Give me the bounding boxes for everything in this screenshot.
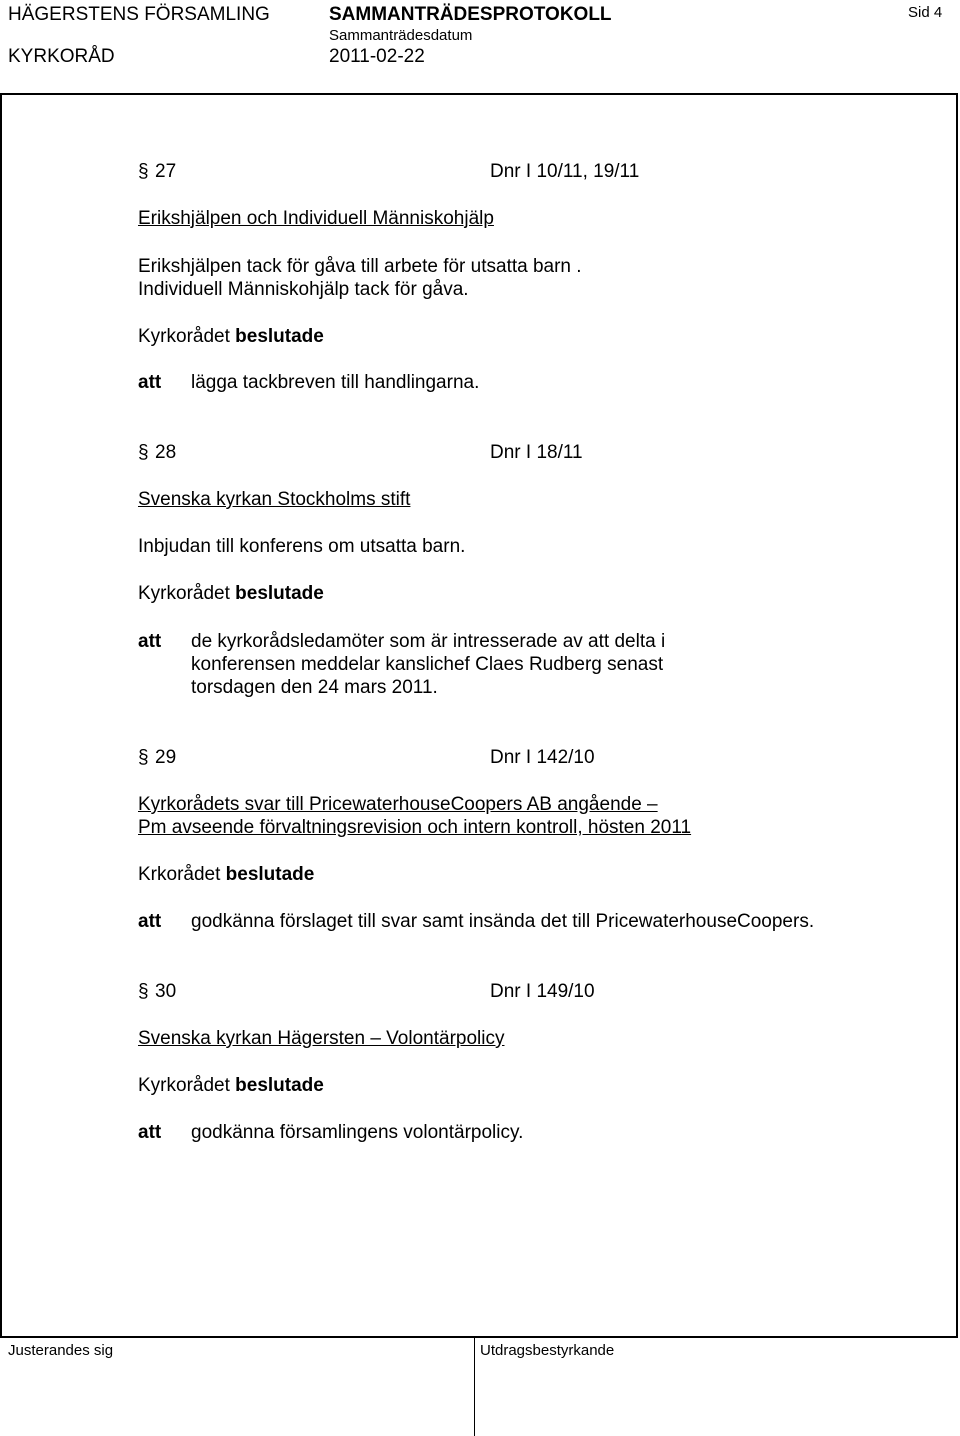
decision-line: torsdagen den 24 mars 2011. [191, 677, 438, 698]
item-title-line: Kyrkorådets svar till PricewaterhouseCoopers AB angående – [138, 794, 658, 815]
att-label: att [138, 631, 162, 652]
item-title: Svenska kyrkan Stockholms stift [138, 489, 411, 510]
dnr: Dnr I 142/10 [490, 747, 595, 768]
item-title-line: Pm avseende förvaltningsrevision och intern kontroll, hösten 2011 [138, 817, 692, 838]
section-number: 27 [155, 161, 177, 182]
decision-heading [138, 584, 324, 603]
decision-heading [138, 865, 314, 884]
att-label: att [138, 911, 162, 932]
section-symbol: § [138, 442, 149, 463]
decision-heading [138, 1076, 324, 1095]
decision-line: lägga tackbreven till handlingarna. [191, 372, 480, 393]
item-body-line: Erikshjälpen tack för gåva till arbete för utsatta barn . [138, 256, 582, 277]
meeting-date: 2011-02-22 [329, 46, 425, 67]
dnr: Dnr I 149/10 [490, 981, 595, 1002]
decision-subject: Krkorådet [138, 864, 221, 885]
att-label: att [138, 1122, 162, 1143]
org-name: HÄGERSTENS FÖRSAMLING [8, 4, 270, 25]
frame-left-rule [0, 93, 2, 1337]
decision-line: godkänna församlingens volontärpolicy. [191, 1122, 524, 1143]
item-title: Erikshjälpen och Individuell Människohjälp [138, 208, 494, 229]
page-number: Sid 4 [908, 4, 943, 21]
decision-subject: Kyrkorådet [138, 583, 230, 604]
section-number: 30 [155, 981, 177, 1002]
dnr: Dnr I 10/11, 19/11 [490, 161, 640, 182]
decision-subject: Kyrkorådet [138, 1075, 230, 1096]
dnr: Dnr I 18/11 [490, 442, 583, 463]
decision-verb: beslutade [235, 1075, 324, 1096]
decision-line: de kyrkorådsledamöter som är intresserade av att delta i [191, 631, 666, 652]
footer-signature-label: Justerandes sig [8, 1342, 114, 1359]
att-label: att [138, 372, 162, 393]
section-number: 29 [155, 747, 177, 768]
decision-line: godkänna förslaget till svar samt insända det till PricewaterhouseCoopers. [191, 911, 815, 932]
frame-top-rule [0, 93, 958, 95]
decision-verb: beslutade [235, 583, 324, 604]
frame-right-rule [956, 93, 958, 1337]
decision-line: konferensen meddelar kanslichef Claes Rudberg senast [191, 654, 664, 675]
body-name: KYRKORÅD [8, 46, 115, 67]
decision-verb: beslutade [235, 326, 324, 347]
footer-divider [474, 1336, 475, 1436]
section-symbol: § [138, 161, 149, 182]
decision-verb: beslutade [225, 864, 315, 885]
decision-heading [138, 327, 324, 346]
section-symbol: § [138, 747, 149, 768]
item-body-line: Individuell Människohjälp tack för gåva. [138, 279, 469, 300]
item-body-line: Inbjudan till konferens om utsatta barn. [138, 536, 466, 557]
item-title: Svenska kyrkan Hägersten – Volontärpolicy [138, 1028, 505, 1049]
date-label: Sammanträdesdatum [329, 27, 473, 44]
section-symbol: § [138, 981, 149, 1002]
footer-certification-label: Utdragsbestyrkande [480, 1342, 615, 1359]
footer-top-rule [0, 1336, 958, 1338]
document-type: SAMMANTRÄDESPROTOKOLL [329, 4, 612, 25]
decision-subject: Kyrkorådet [138, 326, 230, 347]
section-number: 28 [155, 442, 177, 463]
